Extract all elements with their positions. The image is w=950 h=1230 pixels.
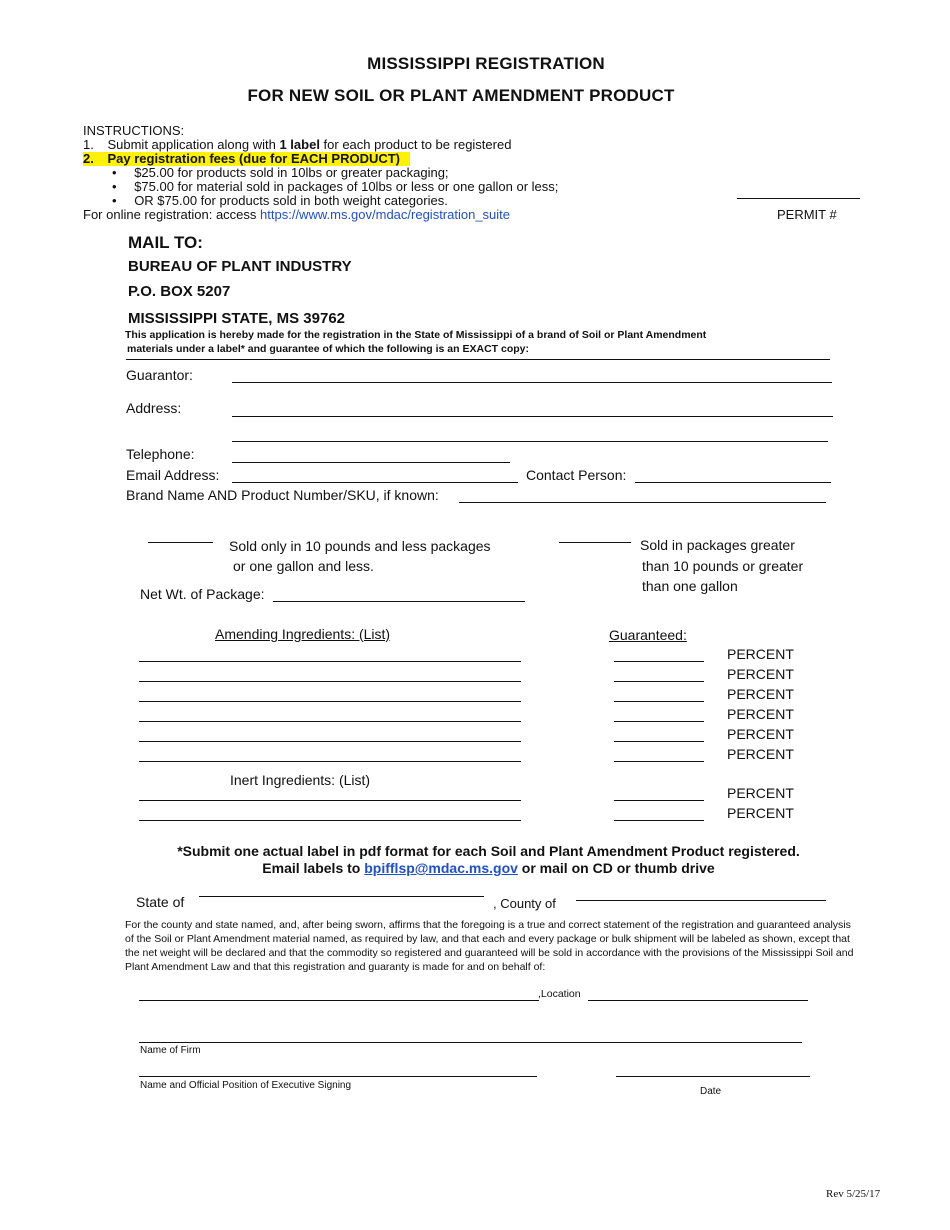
percent-label: PERCENT xyxy=(727,646,794,662)
percent-label: PERCENT xyxy=(727,686,794,702)
inert-ingredients-heading: Inert Ingredients: (List) xyxy=(230,772,371,788)
instruction-item-1-pre: Submit application along with xyxy=(107,137,280,152)
instructions-heading: INSTRUCTIONS: xyxy=(83,123,185,138)
registration-link[interactable]: https://www.ms.gov/mdac/registration_suite xyxy=(260,207,511,222)
bullet-icon: • xyxy=(112,165,117,180)
page-title: MISSISSIPPI REGISTRATION xyxy=(367,54,605,73)
percent-label: PERCENT xyxy=(727,805,794,821)
guaranteed-percent-line[interactable] xyxy=(614,721,704,722)
fee-bullet: • $25.00 for products sold in 10lbs or greater packaging; xyxy=(112,165,449,180)
amending-ingredient-line[interactable] xyxy=(139,761,521,762)
guarantor-input-line[interactable] xyxy=(232,382,832,383)
amending-ingredient-line[interactable] xyxy=(139,701,521,702)
permit-line[interactable] xyxy=(737,198,860,199)
small-package-text-2: or one gallon and less. xyxy=(233,558,374,574)
labels-email-link[interactable]: bpifflsp@mdac.ms.gov xyxy=(364,860,518,876)
instruction-item-2-number: 2. xyxy=(83,151,94,166)
online-registration xyxy=(83,208,510,222)
percent-label: PERCENT xyxy=(727,785,794,801)
name-of-firm-line[interactable] xyxy=(139,1042,802,1043)
guarantor-label: Guarantor: xyxy=(126,367,193,383)
mail-to-heading: MAIL TO: xyxy=(128,233,203,252)
bullet-icon: • xyxy=(112,179,117,194)
guaranteed-percent-line[interactable] xyxy=(614,761,704,762)
fee-bullet: • $75.00 for material sold in packages of 10lbs or less or one gallon or less; xyxy=(112,179,559,194)
instruction-item-1 xyxy=(83,138,511,152)
guaranteed-percent-line[interactable] xyxy=(614,701,704,702)
amending-ingredient-line[interactable] xyxy=(139,741,521,742)
submit-note-line-2 xyxy=(0,860,950,876)
address-input-line-1[interactable] xyxy=(232,416,833,417)
inert-percent-line[interactable] xyxy=(614,800,704,801)
inert-ingredient-line[interactable] xyxy=(139,800,521,801)
address-label: Address: xyxy=(126,400,182,416)
brand-name-label: Brand Name AND Product Number/SKU, if known: xyxy=(126,487,439,503)
bullet-icon: • xyxy=(112,193,117,208)
large-package-checkline[interactable] xyxy=(559,542,631,543)
guaranteed-percent-line[interactable] xyxy=(614,681,704,682)
executive-signature-line[interactable] xyxy=(139,1076,537,1077)
percent-label: PERCENT xyxy=(727,746,794,762)
online-registration-label: For online registration: access xyxy=(83,207,261,222)
instruction-item-1-post: for each product to be registered xyxy=(319,137,512,152)
executive-label: Name and Official Position of Executive Signing xyxy=(140,1080,352,1091)
mail-address-line-3: MISSISSIPPI STATE, MS 39762 xyxy=(128,310,346,327)
small-package-checkline[interactable] xyxy=(148,542,213,543)
county-of-label: , County of xyxy=(493,896,556,911)
percent-label: PERCENT xyxy=(727,666,794,682)
guaranteed-percent-line[interactable] xyxy=(614,741,704,742)
net-weight-input-line[interactable] xyxy=(273,601,525,602)
instruction-item-1-number: 1. xyxy=(83,137,94,152)
submit-note-post: or mail on CD or thumb drive xyxy=(517,860,715,876)
email-input-line[interactable] xyxy=(232,482,518,483)
telephone-label: Telephone: xyxy=(126,446,195,462)
county-input-line[interactable] xyxy=(576,900,826,901)
amending-ingredient-line[interactable] xyxy=(139,661,521,662)
mail-address-line-1: BUREAU OF PLANT INDUSTRY xyxy=(128,258,352,275)
amending-ingredient-line[interactable] xyxy=(139,721,521,722)
date-input-line[interactable] xyxy=(616,1076,810,1077)
net-weight-label: Net Wt. of Package: xyxy=(140,586,265,602)
permit-label: PERMIT # xyxy=(777,207,837,222)
page-subtitle: FOR NEW SOIL OR PLANT AMENDMENT PRODUCT xyxy=(247,86,675,105)
date-label: Date xyxy=(700,1086,722,1097)
submit-note-pre: Email labels to xyxy=(262,860,365,876)
guaranteed-percent-line[interactable] xyxy=(614,661,704,662)
affidavit-text: For the county and state named, and, after being sworn, affirms that the foregoing is a true and correct statement of the registration and guaranteed analysis of the Soil or Plant Amendment material named, as required by law, and that each and every package or bulk shipment will be labeled as shown, except that the net weight will be declared and that the commodity so registered and guaranteed will be sold in accordance with the provisions of the Mississippi Soil and Plant Amendment Law and that this registration and guaranty is made for and on behalf of: xyxy=(125,919,854,973)
application-note-line-1: This application is hereby made for the registration in the State of Mississippi of a brand of Soil or Plant Amendment xyxy=(125,329,707,341)
guaranteed-heading: Guaranteed: xyxy=(609,627,687,643)
name-of-firm-label: Name of Firm xyxy=(140,1045,201,1056)
amending-ingredient-line[interactable] xyxy=(139,681,521,682)
submit-note-line-1: *Submit one actual label in pdf format for each Soil and Plant Amendment Product registered. xyxy=(177,843,800,859)
large-package-text-1: Sold in packages greater xyxy=(640,537,795,553)
small-package-text-1: Sold only in 10 pounds and less packages xyxy=(229,538,491,554)
instruction-item-1-bold: 1 label xyxy=(279,137,320,152)
location-label: ,Location xyxy=(538,988,581,1000)
mail-address-line-2: P.O. BOX 5207 xyxy=(128,283,231,300)
contact-person-input-line[interactable] xyxy=(635,482,831,483)
telephone-input-line[interactable] xyxy=(232,462,510,463)
state-input-line[interactable] xyxy=(199,896,484,897)
address-input-line-2[interactable] xyxy=(232,441,828,442)
instruction-item-2 xyxy=(83,152,410,166)
location-input-line[interactable] xyxy=(588,1000,808,1001)
state-of-label: State of xyxy=(136,894,185,910)
application-note-line-2: materials under a label* and guarantee of which the following is an EXACT copy: xyxy=(127,343,529,355)
inert-ingredient-line[interactable] xyxy=(139,820,521,821)
firm-signature-line[interactable] xyxy=(139,1000,539,1001)
instruction-item-2-text: Pay registration fees (due for EACH PRODUCT) xyxy=(107,151,401,166)
amending-ingredients-heading: Amending Ingredients: (List) xyxy=(215,626,391,642)
percent-label: PERCENT xyxy=(727,726,794,742)
percent-label: PERCENT xyxy=(727,706,794,722)
contact-person-label: Contact Person: xyxy=(526,467,627,483)
email-label: Email Address: xyxy=(126,467,220,483)
brand-name-input-line[interactable] xyxy=(459,502,826,503)
inert-percent-line[interactable] xyxy=(614,820,704,821)
large-package-text-3: than one gallon xyxy=(642,578,738,594)
revision-label: Rev 5/25/17 xyxy=(826,1188,881,1200)
large-package-text-2: than 10 pounds or greater xyxy=(642,558,804,574)
section-divider xyxy=(126,359,830,360)
fee-bullet: • OR $75.00 for products sold in both weight categories. xyxy=(112,193,448,208)
